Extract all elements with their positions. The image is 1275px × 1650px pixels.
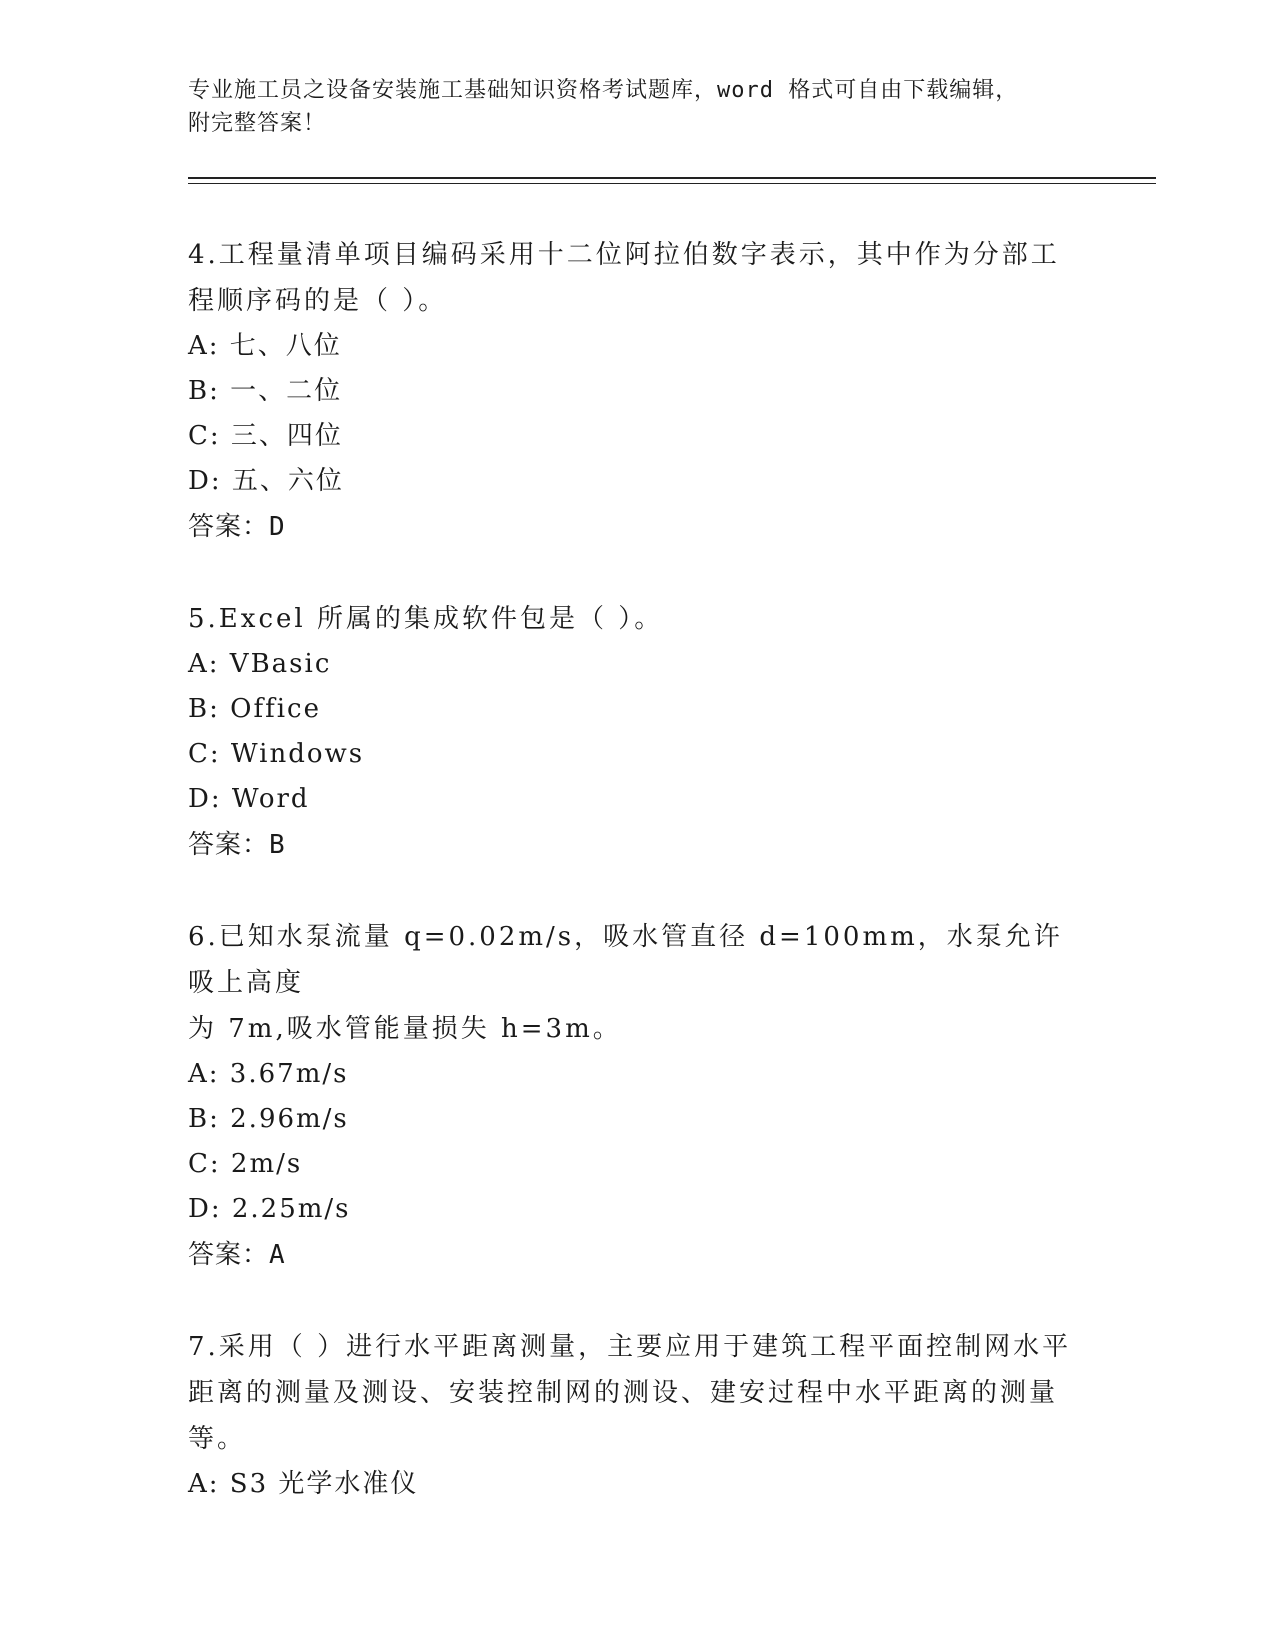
header-divider-thick bbox=[188, 177, 1156, 179]
question-text-line: 4.工程量清单项目编码采用十二位阿拉伯数字表示，其中作为分部工 bbox=[188, 240, 1060, 270]
document-header bbox=[188, 74, 1068, 140]
question-text-line: 6.已知水泵流量 q=0.02m/s，吸水管直径 d=100mm，水泵允许吸上高度 bbox=[188, 922, 1063, 998]
option-b: B: Office bbox=[188, 694, 321, 724]
question-text-line: 为 7m,吸水管能量损失 h=3m。 bbox=[188, 1014, 622, 1044]
question-text-line: 5.Excel 所属的集成软件包是（ ）。 bbox=[188, 604, 664, 634]
question-text-line: 程顺序码的是（ ）。 bbox=[188, 286, 448, 316]
header-line-2: 附完整答案！ bbox=[188, 111, 327, 136]
option-d: D: 五、六位 bbox=[188, 466, 344, 496]
header-line-1: 专业施工员之设备安装施工基础知识资格考试题库，word 格式可自由下载编辑， bbox=[188, 78, 1019, 103]
question-list bbox=[188, 232, 1078, 1553]
option-b: B: 2.96m/s bbox=[188, 1104, 349, 1134]
answer-line: 答案：B bbox=[188, 830, 286, 860]
option-d: D: 2.25m/s bbox=[188, 1194, 351, 1224]
option-d: D: Word bbox=[188, 784, 310, 814]
option-b: B: 一、二位 bbox=[188, 376, 343, 406]
question-text-line: 等。 bbox=[188, 1424, 247, 1454]
question-text-line: 7.采用（ ）进行水平距离测量，主要应用于建筑工程平面控制网水平 bbox=[188, 1332, 1072, 1362]
answer-line: 答案：A bbox=[188, 1240, 286, 1270]
option-a: A: 七、八位 bbox=[188, 331, 342, 361]
question-text-line: 距离的测量及测设、安装控制网的测设、建安过程中水平距离的测量 bbox=[188, 1378, 1059, 1408]
question-6 bbox=[188, 914, 1078, 1278]
option-c: C: Windows bbox=[188, 739, 365, 769]
question-7 bbox=[188, 1324, 1078, 1507]
option-c: C: 2m/s bbox=[188, 1149, 303, 1179]
option-c: C: 三、四位 bbox=[188, 421, 343, 451]
option-a: A: VBasic bbox=[188, 649, 332, 679]
option-a: A: S3 光学水准仪 bbox=[188, 1469, 419, 1499]
answer-line: 答案：D bbox=[188, 512, 286, 542]
question-5 bbox=[188, 596, 1078, 868]
question-4 bbox=[188, 232, 1078, 550]
option-a: A: 3.67m/s bbox=[188, 1059, 349, 1089]
header-divider-thin bbox=[188, 183, 1156, 184]
